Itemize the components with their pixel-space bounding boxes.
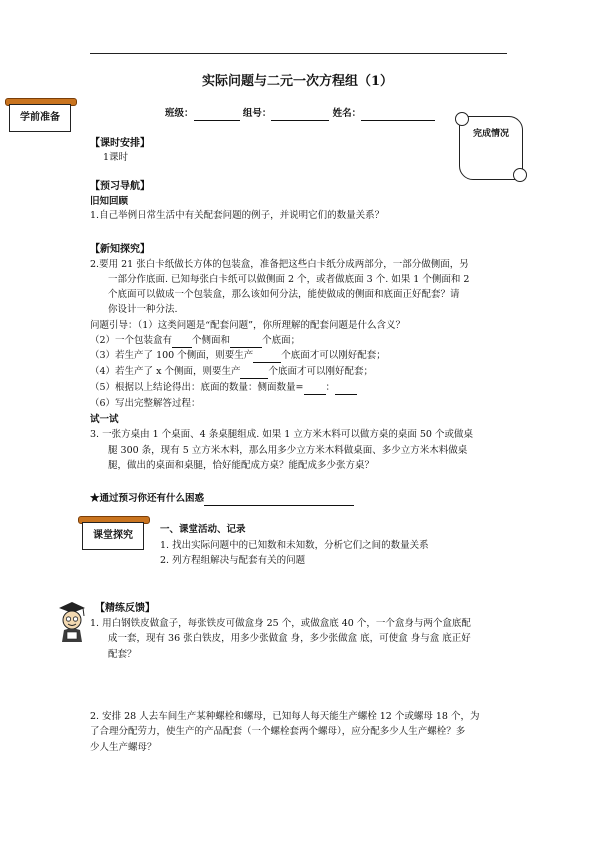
prestudy-badge: [5, 98, 75, 132]
classroom-heading: 一、课堂活动、记录: [160, 524, 246, 535]
q3-text-a: （3）若生产了 100 个侧面，则要生产: [90, 350, 254, 361]
explore-q3: [90, 350, 386, 363]
confusion-text: ★通过预习你还有什么困惑: [90, 493, 205, 504]
confusion-prompt: [90, 493, 354, 506]
review-item-1: 1.自己举例日常生活中有关配套问题的例子，并说明它们的数量关系？: [90, 210, 385, 221]
q5-text-a: （5）根据以上结论得出：底面的数量：侧面数量=: [90, 382, 304, 393]
q2-blank-1[interactable]: [172, 337, 192, 348]
classroom-badge-label: 课堂探究: [82, 522, 144, 550]
group-blank[interactable]: [271, 110, 329, 121]
page-title: 实际问题与二元一次方程组（1）: [201, 74, 394, 89]
q5-blank-2[interactable]: [335, 384, 357, 395]
try-line-3: 腿，做出的桌面和桌腿，恰好能配成方桌？能配成多少张方桌？: [108, 460, 375, 471]
explore-guide: 问题引导：（1）这类问题是“配套问题”，你所理解的配套问题是什么含义？: [90, 320, 406, 331]
explore-heading: 【新知探究】: [90, 244, 150, 255]
group-label: 组号：: [242, 108, 272, 119]
confusion-blank[interactable]: [204, 495, 354, 506]
explore-q5: [90, 382, 357, 395]
explore-q6: （6）写出完整解答过程：: [90, 398, 201, 409]
q5-blank-1[interactable]: [304, 384, 326, 395]
q3-blank[interactable]: [253, 352, 281, 363]
q5-text-b: ：: [325, 382, 336, 393]
q2-text-a: （2）一个包装盒有: [90, 335, 173, 346]
explore-q2: [90, 335, 300, 348]
q3-text-b: 个底面才可以刚好配套；: [281, 350, 386, 361]
practice-1-line-3: 配套？: [108, 649, 137, 660]
header-rule: [90, 53, 507, 54]
classroom-item-2: 2. 列方程组解决与配套有关的问题: [160, 555, 306, 566]
class-blank[interactable]: [194, 110, 240, 121]
schedule-text: 1课时: [103, 152, 129, 163]
name-blank[interactable]: [361, 110, 435, 121]
practice-1-line-1: 1. 用白钢铁皮做盒子，每张铁皮可做盒身 25 个，或做盒底 40 个，一个盒身与两个盒底配: [90, 618, 471, 629]
student-mascot-icon: [55, 600, 89, 644]
try-line-2: 腿 300 条，现有 5 立方米木料，那么用多少立方米木料做桌面、多少立方米木料做桌: [108, 445, 468, 456]
student-info-row: [165, 108, 435, 121]
classroom-badge: [78, 516, 148, 550]
classroom-item-1: 1. 找出实际问题中的已知数和未知数，分析它们之间的数量关系: [160, 540, 429, 551]
try-heading: 试一试: [90, 414, 119, 425]
completion-scroll: [455, 110, 527, 184]
explore-line-1: 2.要用 21 张白卡纸做长方体的包装盒，准备把这些白卡纸分成两部分，一部分做侧面，另: [90, 259, 469, 270]
scroll-curl-icon: [513, 168, 527, 182]
completion-label: 完成情况: [472, 129, 509, 139]
try-line-1: 3. 一张方桌由 1 个桌面、4 条桌腿组成. 如果 1 立方米木料可以做方桌的桌面 50 个或做桌: [90, 429, 473, 440]
practice-heading: 【精练反馈】: [95, 603, 155, 614]
explore-line-3: 个底面可以做成一个包装盒，那么该如何分法，能使做成的侧面和底面正好配套？请: [108, 289, 460, 300]
class-label: 班级：: [165, 108, 194, 119]
explore-line-2: 一部分作底面. 已知每张白卡纸可以做侧面 2 个，或者做底面 3 个. 如果 1 个侧面和 2: [108, 274, 470, 285]
q2-blank-2[interactable]: [230, 337, 262, 348]
q4-text-a: （4）若生产了 x 个侧面，则要生产: [90, 366, 241, 377]
scroll-curl-icon: [455, 112, 469, 126]
q2-text-c: 个底面；: [262, 335, 301, 346]
practice-2-line-3: 少人生产螺母？: [90, 742, 157, 753]
explore-line-4: 你设计一种分法.: [108, 304, 178, 315]
preview-heading: 【预习导航】: [90, 181, 150, 192]
q2-text-b: 个侧面和: [192, 335, 231, 346]
explore-q4: [90, 366, 373, 379]
prestudy-badge-label: 学前准备: [9, 104, 71, 132]
practice-2-line-1: 2. 安排 28 人去车间生产某种螺栓和螺母，已知每人每天能生产螺栓 12 个或螺母 18 个，为: [90, 711, 480, 722]
name-label: 姓名：: [332, 108, 362, 119]
practice-2-line-2: 了合理分配劳力，使生产的产品配套（一个螺栓套两个螺母），应分配多少人生产螺栓？多: [90, 726, 466, 737]
review-subheading: 旧知回顾: [90, 196, 129, 207]
q4-blank[interactable]: [240, 368, 268, 379]
practice-1-line-2: 成一套，现有 36 张白铁皮，用多少张做盒 身，多少张做盒 底，可使盒 身与盒 底正好: [108, 633, 471, 644]
q4-text-b: 个底面才可以刚好配套；: [268, 366, 373, 377]
schedule-heading: 【课时安排】: [90, 138, 150, 149]
